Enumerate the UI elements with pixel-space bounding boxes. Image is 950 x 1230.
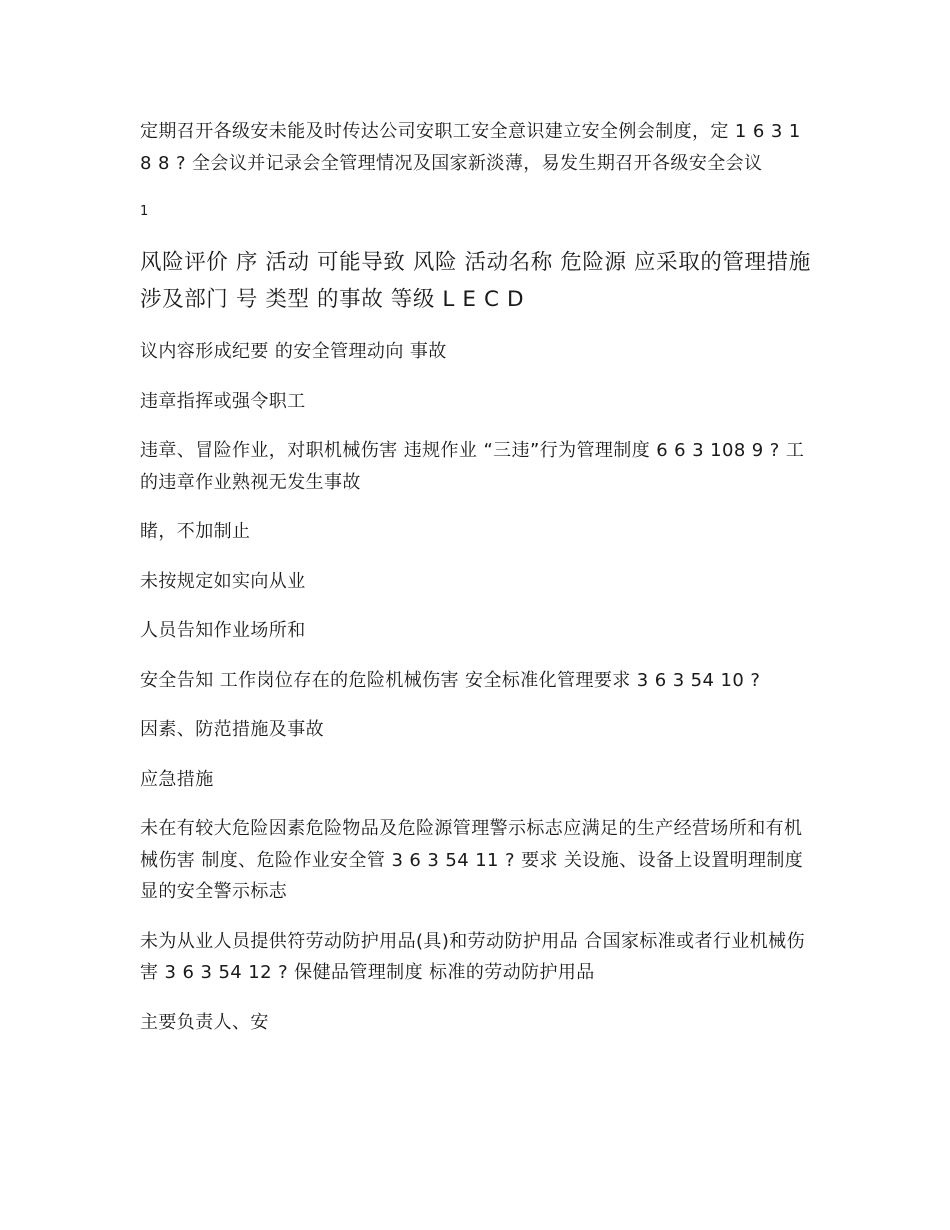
text-line: 应急措施	[140, 768, 214, 790]
page-number: 1	[140, 204, 149, 219]
text-line: 主要负责人、安	[140, 1011, 269, 1033]
intro-paragraph: 定期召开各级安未能及时传达公司安职工安全意识建立安全例会制度，定 1 6 3 18 8 ? 全会议并记录会全管理情况及国家新淡薄，易发生期召开各级安全会议	[140, 121, 801, 174]
text-line: 因素、防范措施及事故	[140, 719, 324, 740]
text-line: 安全告知 工作岗位存在的危险机械伤害 安全标准化管理要求 3 6 3 54 10 ?	[140, 669, 761, 691]
text-line: 人员告知作业场所和	[140, 620, 306, 641]
text-line: 违章、冒险作业，对职机械伤害 违规作业 “三违”行为管理制度 6 6 3 108 9 ? 工的违章作业熟视无发生事故	[140, 440, 805, 493]
text-line: 未在有较大危险因素危险物品及危险源管理警示标志应满足的生产经营场所和有机械伤害 制度、危险作业安全管 3 6 3 54 11 ? 要求 关设施、设备上设置明理制度 显的安全警示标志	[140, 818, 810, 902]
document-page	[140, 116, 819, 1038]
text-line: 议内容形成纪要 的安全管理动向 事故	[140, 341, 447, 362]
table-header: 风险评价 序 活动 可能导致 风险 活动名称 危险源 应采取的管理措施 涉及部门 号 类型 的事故 等级 L E C D	[140, 250, 819, 312]
text-line: 睹，不加制止	[140, 521, 251, 542]
text-line: 未为从业人员提供符劳动防护用品(具)和劳动防护用品 合国家标准或者行业机械伤害 3 6 3 54 12 ? 保健品管理制度 标准的劳动防护用品	[140, 930, 805, 983]
text-line: 违章指挥或强令职工	[140, 390, 306, 412]
text-line: 未按规定如实向从业	[140, 570, 306, 592]
